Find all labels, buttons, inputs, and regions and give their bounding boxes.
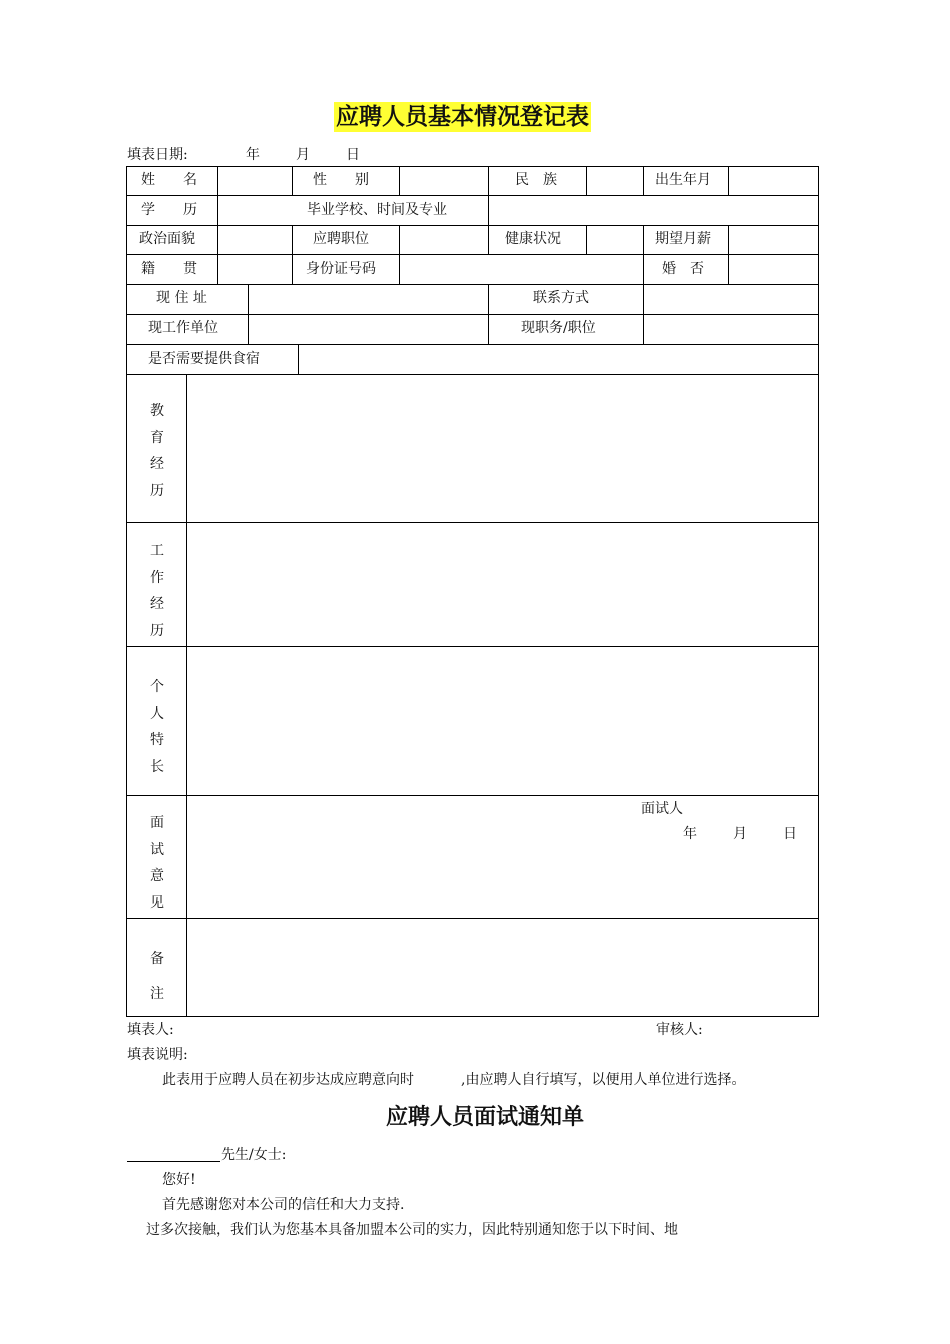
- notice-title: 应聘人员面试通知单: [386, 1104, 585, 1130]
- salutation: 先生/女士:: [221, 1147, 287, 1163]
- label-native: 籍 贯: [141, 261, 197, 277]
- fill-date-label: 填表日期:: [127, 147, 188, 163]
- label-salary: 期望月薪: [655, 231, 711, 247]
- label-health: 健康状况: [505, 231, 561, 247]
- fill-date-month: 月: [296, 147, 310, 163]
- label-name: 姓 名: [141, 172, 197, 188]
- fill-date-year: 年: [246, 147, 260, 163]
- notice-line-2: 过多次接触，我们认为您基本具备加盟本公司的实力，因此特别通知您于以下时间、地: [146, 1222, 678, 1238]
- interview-year: 年: [683, 826, 697, 842]
- greeting: 您好!: [162, 1172, 196, 1188]
- label-lodging: 是否需要提供食宿: [148, 351, 260, 367]
- label-ethnicity: 民 族: [515, 172, 557, 188]
- notice-line-1: 首先感谢您对本公司的信任和大力支持.: [162, 1197, 405, 1213]
- label-position: 应聘职位: [313, 231, 369, 247]
- reviewer-label: 审核人:: [656, 1022, 703, 1038]
- label-address: 现 住 址: [156, 290, 207, 306]
- section-education-label: 教 育 经 历: [150, 403, 164, 499]
- name-blank-line: [127, 1161, 220, 1162]
- notes-label: 填表说明:: [127, 1047, 188, 1063]
- label-political: 政治面貌: [139, 231, 195, 247]
- fill-date-day: 日: [346, 147, 360, 163]
- label-birth: 出生年月: [655, 172, 711, 188]
- label-contact: 联系方式: [533, 290, 589, 306]
- label-employer: 现工作单位: [148, 320, 218, 336]
- label-education: 学 历: [141, 202, 197, 218]
- label-school: 毕业学校、时间及专业: [307, 202, 447, 218]
- section-remark-label: 备 注: [150, 951, 164, 1002]
- label-gender: 性 别: [313, 172, 369, 188]
- notes-text-b: ,由应聘人自行填写，以便用人单位进行选择。: [461, 1072, 746, 1088]
- notes-text-a: 此表用于应聘人员在初步达成应聘意向时: [162, 1072, 414, 1088]
- form-title: 应聘人员基本情况登记表: [336, 103, 589, 130]
- interview-day: 日: [783, 826, 797, 842]
- section-interview-label: 面 试 意 见: [150, 815, 164, 911]
- filler-label: 填表人:: [127, 1022, 174, 1038]
- section-work-label: 工 作 经 历: [150, 543, 164, 639]
- interview-month: 月: [733, 826, 747, 842]
- label-id: 身份证号码: [306, 261, 376, 277]
- label-job: 现职务/职位: [521, 320, 596, 336]
- section-skill-label: 个 人 特 长: [150, 679, 164, 775]
- interviewer-label: 面试人: [641, 801, 683, 817]
- label-marital: 婚 否: [662, 261, 704, 277]
